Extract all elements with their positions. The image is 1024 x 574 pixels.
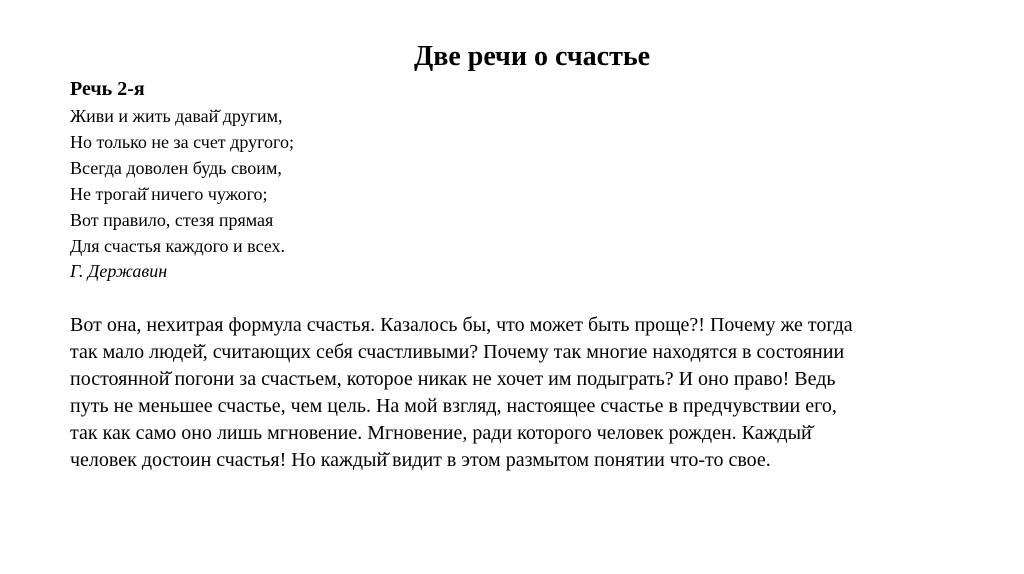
poem-line: Вот правило, стезя прямая	[70, 210, 274, 230]
essay-line: Вот она, нехитрая формула счастья. Казалось бы, что может быть проще?! Почему же тогда	[70, 314, 853, 336]
poem-line: Всегда доволен будь своим,	[70, 158, 282, 178]
essay-line: так как само оно лишь мгновение. Мгновение, ради которого человек рожден. Каждый̆	[70, 422, 812, 444]
essay-paragraph	[70, 312, 853, 474]
essay-line: путь не меньшее счастье, чем цель. На мой взгляд, настоящее счастье в предчувствии его,	[70, 395, 837, 417]
essay-line: так мало людей̆, считающих себя счастливыми? Почему так многие находятся в состоянии	[70, 341, 845, 363]
poem-line: Живи и жить давай̆ другим,	[70, 106, 283, 126]
page-title: Две речи о счастье	[413, 41, 651, 72]
essay-line: человек достоин счастья! Но каждый̆ видит в этом размытом понятии что-то свое.	[70, 449, 771, 471]
section-heading: Речь 2-я	[70, 78, 145, 100]
poem-author: Г. Державин	[70, 261, 168, 281]
poem-line: Не трогай̆ ничего чужого;	[70, 184, 268, 204]
poem	[70, 103, 294, 259]
essay-line: постоянной̆ погони за счастьем, которое никак не хочет им подыграть? И оно право! Ведь	[70, 368, 836, 390]
poem-line: Но только не за счет другого;	[70, 132, 294, 152]
poem-line: Для счастья каждого и всех.	[70, 236, 286, 256]
